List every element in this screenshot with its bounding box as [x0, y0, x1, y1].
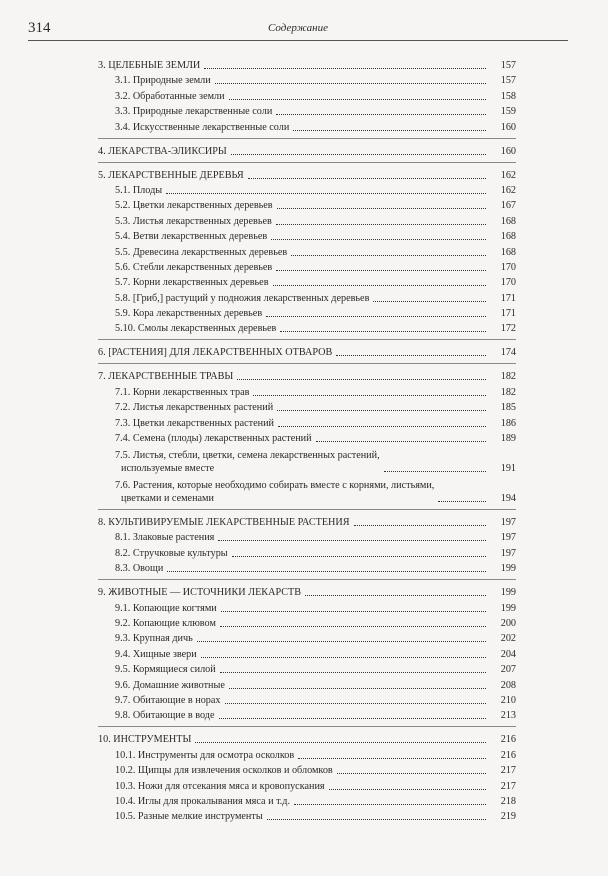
toc-section — [98, 343, 516, 364]
leader-dots — [231, 154, 486, 155]
page-ref: 168 — [500, 246, 516, 258]
leader-dots — [278, 426, 486, 427]
toc-entry[interactable] — [98, 197, 516, 212]
leader-dots — [229, 688, 486, 689]
toc-section — [98, 166, 516, 341]
entry-title: 5.4. Ветви лекарственных деревьев — [115, 231, 268, 243]
entry-title: 9.8. Обитающие в воде — [115, 710, 215, 722]
section-title: 7. ЛЕКАРСТВЕННЫЕ ТРАВЫ — [98, 371, 234, 383]
leader-dots — [337, 773, 486, 774]
page-ref: 168 — [500, 231, 516, 243]
leader-dots — [291, 255, 486, 256]
toc-entry[interactable] — [98, 305, 516, 320]
toc-entry[interactable] — [98, 477, 516, 505]
entry-title: 10.5. Разные мелкие инструменты — [115, 811, 263, 823]
page-ref: 167 — [500, 200, 516, 212]
section-title: 9. ЖИВОТНЫЕ — ИСТОЧНИКИ ЛЕКАРСТВ — [98, 587, 302, 599]
leader-dots — [273, 285, 486, 286]
entry-title: 5.9. Кора лекарственных деревьев — [115, 308, 263, 320]
toc-section-heading[interactable] — [98, 513, 516, 529]
entry-title: 3.4. Искусственные лекарственные соли — [115, 121, 290, 133]
leader-dots — [248, 178, 486, 179]
leader-dots — [294, 804, 486, 805]
leader-dots — [225, 703, 486, 704]
entry-title — [98, 479, 434, 505]
toc-entry[interactable] — [98, 707, 516, 722]
toc-entry[interactable] — [98, 793, 516, 808]
toc-entry[interactable] — [98, 383, 516, 398]
toc-section — [98, 142, 516, 163]
entry-title: 10.1. Инструменты для осмотра осколков — [115, 749, 295, 761]
toc-entry[interactable] — [98, 274, 516, 289]
page-ref: 182 — [500, 386, 516, 398]
leader-dots — [253, 395, 486, 396]
page-ref: 174 — [500, 347, 516, 359]
entry-title: 3.3. Природные лекарственные соли — [115, 106, 273, 118]
entry-title: 9.7. Обитающие в норах — [115, 694, 221, 706]
page-ref: 171 — [500, 308, 516, 320]
page-ref: 157 — [500, 60, 516, 71]
toc-entry[interactable] — [98, 762, 516, 777]
toc-entry[interactable] — [98, 87, 516, 102]
page-ref: 199 — [500, 563, 516, 575]
page-ref: 200 — [500, 617, 516, 629]
toc-entry[interactable] — [98, 630, 516, 645]
leader-dots — [373, 301, 486, 302]
leader-dots — [197, 641, 486, 642]
toc-entry[interactable] — [98, 72, 516, 87]
toc-entry[interactable] — [98, 529, 516, 544]
section-title: 10. ИНСТРУМЕНТЫ — [98, 734, 192, 746]
entry-title: 10.3. Ножи для отсекания мяса и кровопускания — [115, 780, 325, 792]
toc-entry[interactable] — [98, 103, 516, 118]
toc-entry[interactable] — [98, 289, 516, 304]
leader-dots — [237, 379, 486, 380]
toc-section-heading[interactable] — [98, 730, 516, 746]
toc-entry[interactable] — [98, 212, 516, 227]
page-number: 314 — [28, 20, 51, 36]
toc-section-heading[interactable] — [98, 343, 516, 359]
toc-section — [98, 513, 516, 580]
leader-dots — [298, 758, 486, 759]
toc-entry[interactable] — [98, 560, 516, 575]
toc-entry[interactable] — [98, 746, 516, 761]
toc-section-heading[interactable] — [98, 583, 516, 599]
page-ref: 216 — [500, 734, 516, 746]
page-ref: 162 — [500, 169, 516, 181]
entry-title: 9.5. Кормящиеся силой — [115, 664, 216, 676]
page-ref: 171 — [500, 292, 516, 304]
entry-title: 7.4. Семена (плоды) лекарственных растений — [115, 433, 312, 445]
toc-entry[interactable] — [98, 228, 516, 243]
section-title: 5. ЛЕКАРСТВЕННЫЕ ДЕРЕВЬЯ — [98, 169, 244, 181]
page-ref: 218 — [500, 795, 516, 807]
page-ref: 199 — [500, 602, 516, 614]
entry-title: 9.1. Копающие когтями — [115, 602, 217, 614]
entry-title: 5.1. Плоды — [115, 184, 163, 196]
entry-title: 9.4. Хищные звери — [115, 648, 197, 660]
page-ref: 172 — [500, 323, 516, 335]
leader-dots — [438, 501, 486, 502]
toc-entry[interactable] — [98, 118, 516, 133]
leader-dots — [384, 471, 486, 472]
leader-dots — [280, 331, 486, 332]
leader-dots — [195, 742, 486, 743]
entry-title: 9.2. Копающие клювом — [115, 617, 216, 629]
leader-dots — [215, 83, 486, 84]
page-ref: 204 — [500, 648, 516, 660]
leader-dots — [277, 208, 486, 209]
page-ref: 170 — [500, 261, 516, 273]
page-ref: 191 — [500, 463, 516, 475]
toc-entry[interactable] — [98, 182, 516, 197]
page-header — [28, 18, 568, 41]
page-ref: 185 — [500, 402, 516, 414]
toc-entry[interactable] — [98, 615, 516, 630]
section-title: 3. ЦЕЛЕБНЫЕ ЗЕМЛИ — [98, 60, 201, 71]
page-ref: 197 — [500, 517, 516, 529]
entry-title: 5.7. Корни лекарственных деревьев — [115, 277, 269, 289]
toc-section-heading[interactable] — [98, 367, 516, 383]
toc-section — [98, 583, 516, 727]
leader-dots — [219, 718, 487, 719]
page-ref: 210 — [500, 694, 516, 706]
leader-dots — [167, 571, 486, 572]
toc-entry[interactable] — [98, 645, 516, 660]
leader-dots — [229, 99, 486, 100]
leader-dots — [266, 316, 486, 317]
leader-dots — [276, 224, 486, 225]
leader-dots — [201, 657, 486, 658]
leader-dots — [276, 114, 486, 115]
page-ref: 158 — [500, 90, 516, 102]
toc-entry[interactable] — [98, 676, 516, 691]
page-ref: 217 — [500, 780, 516, 792]
page-ref: 219 — [500, 811, 516, 823]
page-ref: 189 — [500, 433, 516, 445]
leader-dots — [267, 819, 486, 820]
toc-entry[interactable] — [98, 544, 516, 559]
toc-section — [98, 730, 516, 827]
page-ref: 160 — [500, 121, 516, 133]
page-ref: 159 — [500, 106, 516, 118]
page-ref: 217 — [500, 765, 516, 777]
page-ref: 202 — [500, 633, 516, 645]
leader-dots — [336, 355, 486, 356]
entry-title: 8.3. Овощи — [115, 563, 164, 575]
leader-dots — [354, 525, 486, 526]
leader-dots — [277, 410, 486, 411]
entry-title: 8.2. Стручковые культуры — [115, 547, 228, 559]
leader-dots — [220, 626, 486, 627]
entry-title: 9.6. Домашние животные — [115, 679, 225, 691]
page-ref: 197 — [500, 532, 516, 544]
section-title: 4. ЛЕКАРСТВА-ЭЛИКСИРЫ — [98, 145, 227, 157]
leader-dots — [316, 441, 486, 442]
page-ref: 199 — [500, 587, 516, 599]
leader-dots — [220, 672, 486, 673]
entry-title: 5.5. Древесина лекарственных деревьев — [115, 246, 288, 258]
page-ref: 208 — [500, 679, 516, 691]
toc-entry[interactable] — [98, 430, 516, 445]
entry-title: 7.2. Листья лекарственных растений — [115, 402, 274, 414]
toc-entry[interactable] — [98, 414, 516, 429]
entry-title: 3.1. Природные земли — [115, 75, 211, 87]
leader-dots — [305, 595, 486, 596]
leader-dots — [204, 68, 486, 69]
entry-title-line1: 7.6. Растения, которые необходимо собирать вместе с корнями, листьями, — [115, 480, 435, 492]
toc-entry[interactable] — [98, 259, 516, 274]
toc-section-heading[interactable] — [98, 142, 516, 158]
toc-entry[interactable] — [98, 447, 516, 475]
running-title: Содержание — [267, 22, 328, 34]
toc-entry[interactable] — [98, 399, 516, 414]
table-of-contents — [98, 56, 516, 830]
page-ref: 162 — [500, 184, 516, 196]
page-ref: 170 — [500, 277, 516, 289]
entry-title-line2: цветками и семенами — [121, 493, 214, 505]
toc-section-heading[interactable] — [98, 166, 516, 182]
page-ref: 207 — [500, 664, 516, 676]
leader-dots — [218, 540, 486, 541]
toc-section — [98, 56, 516, 139]
page-ref: 197 — [500, 547, 516, 559]
toc-entry[interactable] — [98, 320, 516, 335]
page-ref: 157 — [500, 75, 516, 87]
entry-title: 5.2. Цветки лекарственных деревьев — [115, 200, 273, 212]
leader-dots — [276, 270, 486, 271]
leader-dots — [293, 130, 486, 131]
entry-title: 3.2. Обработанные земли — [115, 90, 225, 102]
entry-title: 5.10. Смолы лекарственных деревьев — [115, 323, 277, 335]
entry-title: 10.2. Щипцы для извлечения осколков и обломков — [115, 765, 333, 777]
toc-entry[interactable] — [98, 599, 516, 614]
entry-title: 7.3. Цветки лекарственных растений — [115, 417, 274, 429]
entry-title-line1: 7.5. Листья, стебли, цветки, семена лекарственных растений, — [115, 450, 380, 462]
entry-title: 9.3. Крупная дичь — [115, 633, 193, 645]
page-ref: 186 — [500, 417, 516, 429]
entry-title: 5.8. [Гриб,] растущий у подножия лекарственных деревьев — [115, 292, 370, 304]
leader-dots — [166, 193, 486, 194]
toc-entry[interactable] — [98, 692, 516, 707]
leader-dots — [271, 239, 486, 240]
entry-title: 5.6. Стебли лекарственных деревьев — [115, 261, 273, 273]
page-ref: 194 — [500, 493, 516, 505]
toc-entry[interactable] — [98, 243, 516, 258]
page-ref: 182 — [500, 371, 516, 383]
leader-dots — [232, 556, 486, 557]
entry-title: 8.1. Злаковые растения — [115, 532, 215, 544]
toc-section — [98, 367, 516, 510]
page-ref: 213 — [500, 710, 516, 722]
page-ref: 160 — [500, 145, 516, 157]
toc-entry[interactable] — [98, 661, 516, 676]
entry-title-line2: используемые вместе — [121, 463, 215, 475]
entry-title: 10.4. Иглы для прокалывания мяса и т.д. — [115, 795, 291, 807]
toc-section-heading[interactable] — [98, 56, 516, 72]
section-title: 6. [РАСТЕНИЯ] ДЛЯ ЛЕКАРСТВЕННЫХ ОТВАРОВ — [98, 347, 333, 359]
toc-entry[interactable] — [98, 808, 516, 823]
leader-dots — [329, 789, 486, 790]
leader-dots — [221, 611, 486, 612]
toc-entry[interactable] — [98, 777, 516, 792]
entry-title: 7.1. Корни лекарственных трав — [115, 386, 250, 398]
entry-title: 5.3. Листья лекарственных деревьев — [115, 215, 272, 227]
page-ref: 168 — [500, 215, 516, 227]
page-ref: 216 — [500, 749, 516, 761]
section-title: 8. КУЛЬТИВИРУЕМЫЕ ЛЕКАРСТВЕННЫЕ РАСТЕНИЯ — [98, 517, 350, 529]
entry-title — [98, 449, 380, 475]
